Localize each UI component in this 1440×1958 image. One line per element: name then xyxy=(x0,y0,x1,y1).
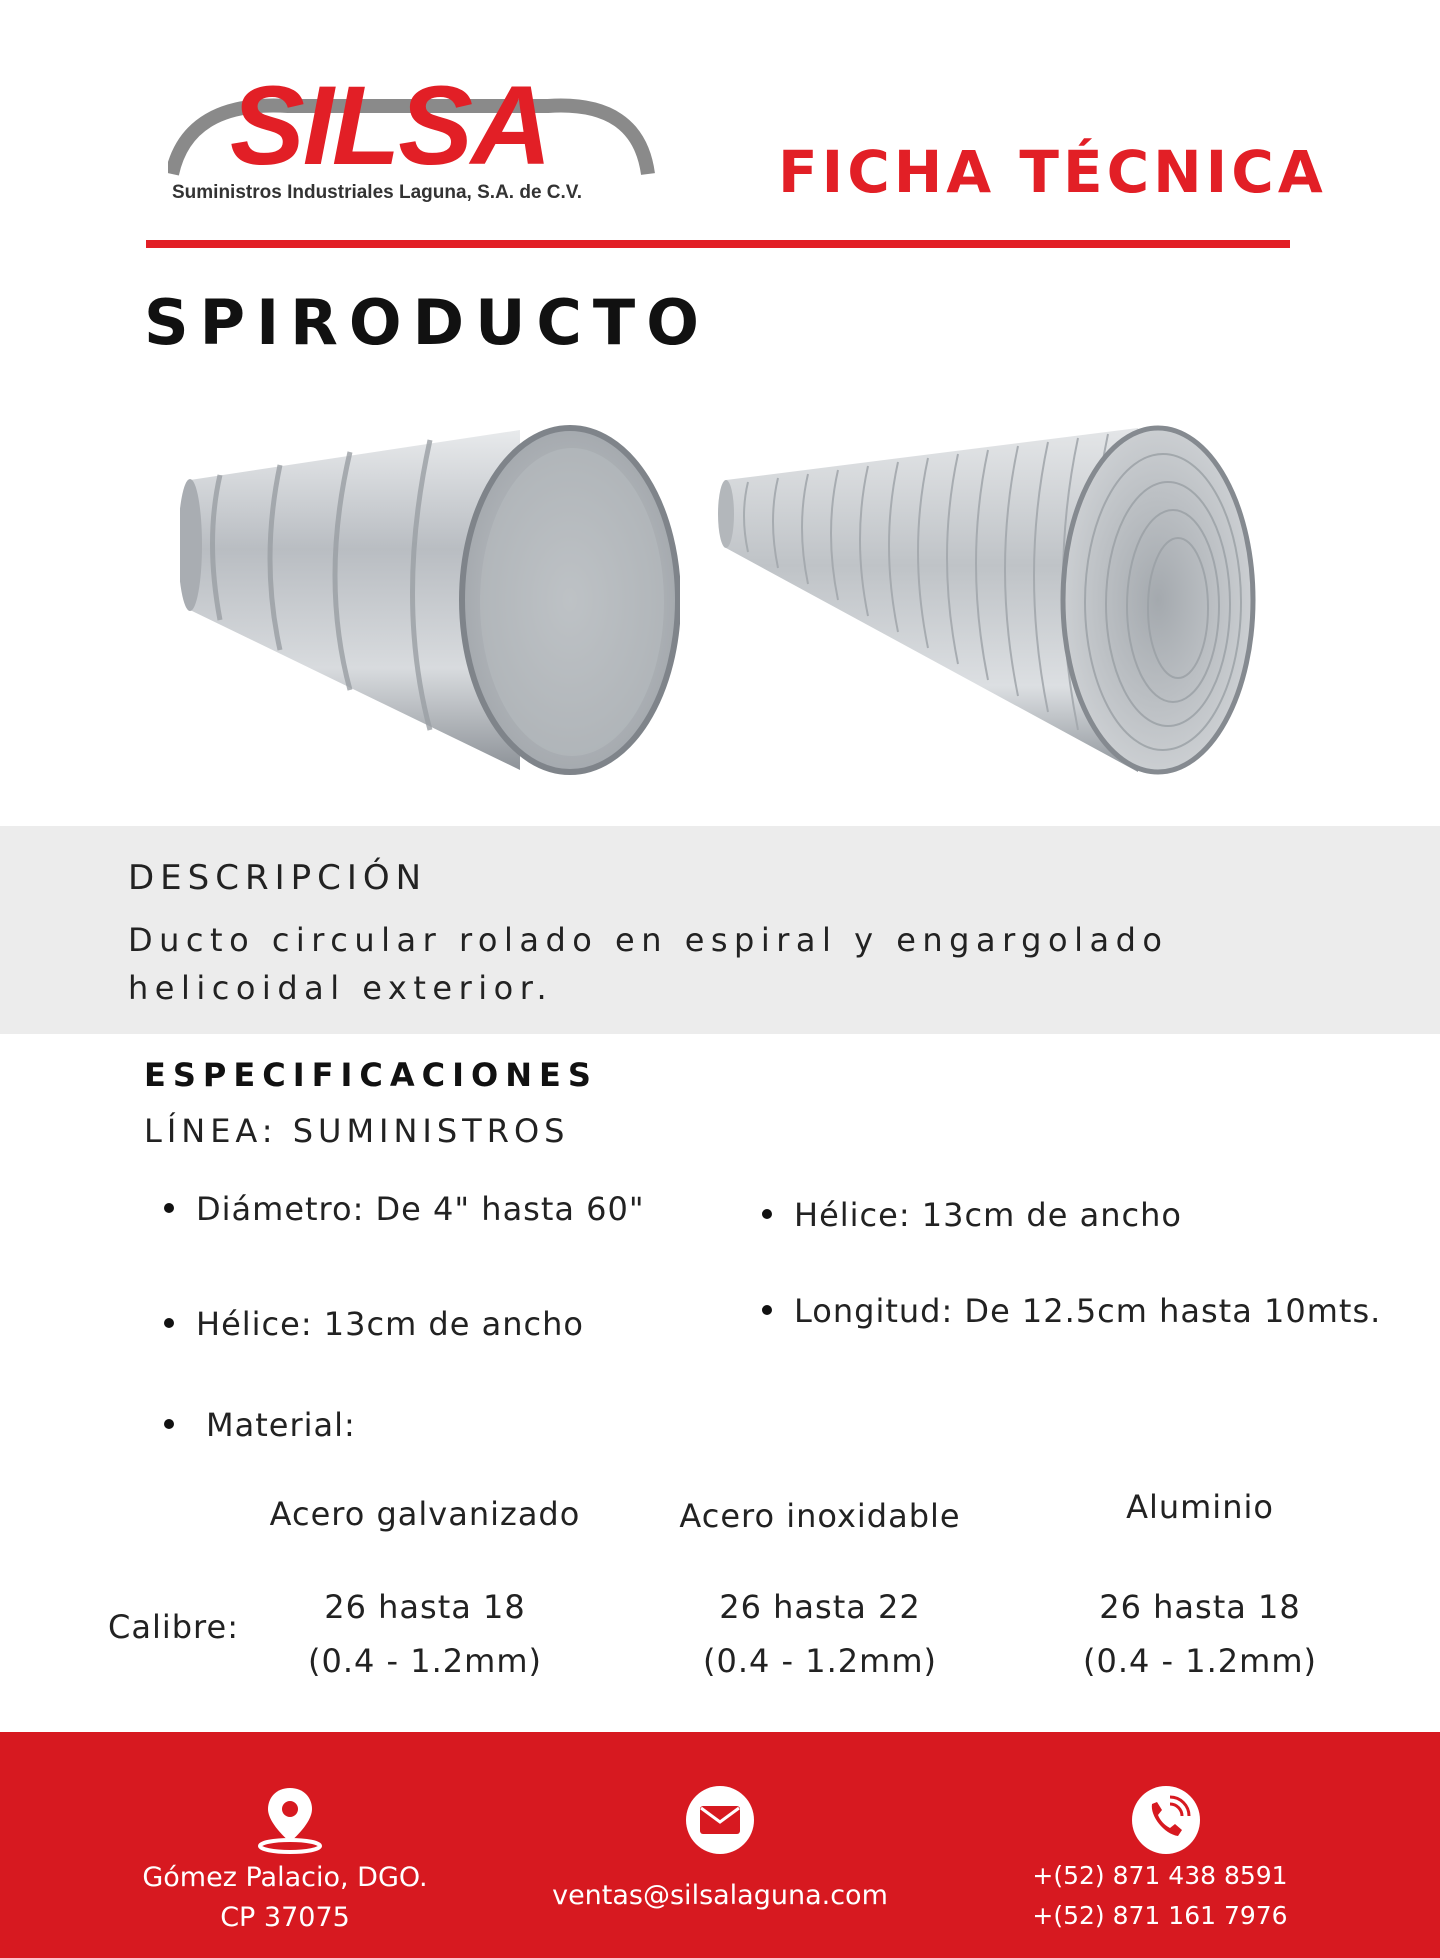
bullet-dot-icon xyxy=(164,1419,174,1429)
location-pin-icon xyxy=(254,1784,326,1856)
bullet-dot-icon xyxy=(762,1305,772,1315)
material-name: Acero inoxidable xyxy=(679,1497,961,1535)
material-name: Aluminio xyxy=(1126,1488,1274,1526)
bullet-dot-icon xyxy=(762,1209,772,1219)
phone-number[interactable]: +(52) 871 161 7976 xyxy=(1032,1901,1288,1930)
specs-title: ESPECIFICACIONES xyxy=(144,1056,598,1094)
document-type-title: FICHA TÉCNICA xyxy=(778,138,1327,206)
spec-bullet-material: Material: xyxy=(164,1406,356,1444)
calibre-label: Calibre: xyxy=(108,1608,239,1646)
footer-phones xyxy=(1000,1856,1320,1936)
description-label: DESCRIPCIÓN xyxy=(128,858,428,898)
logo-subtitle: Suministros Industriales Laguna, S.A. de C.V. xyxy=(172,182,583,203)
email-icon xyxy=(684,1784,756,1856)
header-divider xyxy=(146,240,1290,248)
spec-bullet-helix-right: Hélice: 13cm de ancho xyxy=(762,1196,1182,1234)
specs-line: LÍNEA: SUMINISTROS xyxy=(144,1112,570,1150)
calibre-value: 26 hasta 22 (0.4 - 1.2mm) xyxy=(703,1588,937,1680)
spec-bullet-length: Longitud: De 12.5cm hasta 10mts. xyxy=(762,1292,1381,1330)
footer-address: Gómez Palacio, DGO. CP 37075 xyxy=(142,1862,428,1933)
product-title: SPIRODUCTO xyxy=(144,286,710,359)
calibre-value: 26 hasta 18 (0.4 - 1.2mm) xyxy=(1083,1588,1317,1680)
bullet-dot-icon xyxy=(164,1318,174,1328)
material-name: Acero galvanizado xyxy=(269,1495,581,1533)
duct-plain-image xyxy=(180,420,680,800)
company-logo xyxy=(168,63,658,210)
logo-wordmark: SILSA xyxy=(230,63,550,188)
bullet-dot-icon xyxy=(164,1203,174,1213)
calibre-value: 26 hasta 18 (0.4 - 1.2mm) xyxy=(308,1588,542,1680)
spec-bullet-diameter: Diámetro: De 4" hasta 60" xyxy=(164,1190,645,1228)
duct-spiral-image xyxy=(718,420,1258,800)
spec-bullet-helix: Hélice: 13cm de ancho xyxy=(164,1305,584,1343)
description-text: Ducto circular rolado en espiral y engargolado helicoidal exterior. xyxy=(128,921,1169,1007)
footer-email[interactable]: ventas@silsalaguna.com xyxy=(552,1880,888,1911)
phone-icon xyxy=(1130,1784,1202,1856)
phone-number[interactable]: +(52) 871 438 8591 xyxy=(1032,1861,1288,1890)
